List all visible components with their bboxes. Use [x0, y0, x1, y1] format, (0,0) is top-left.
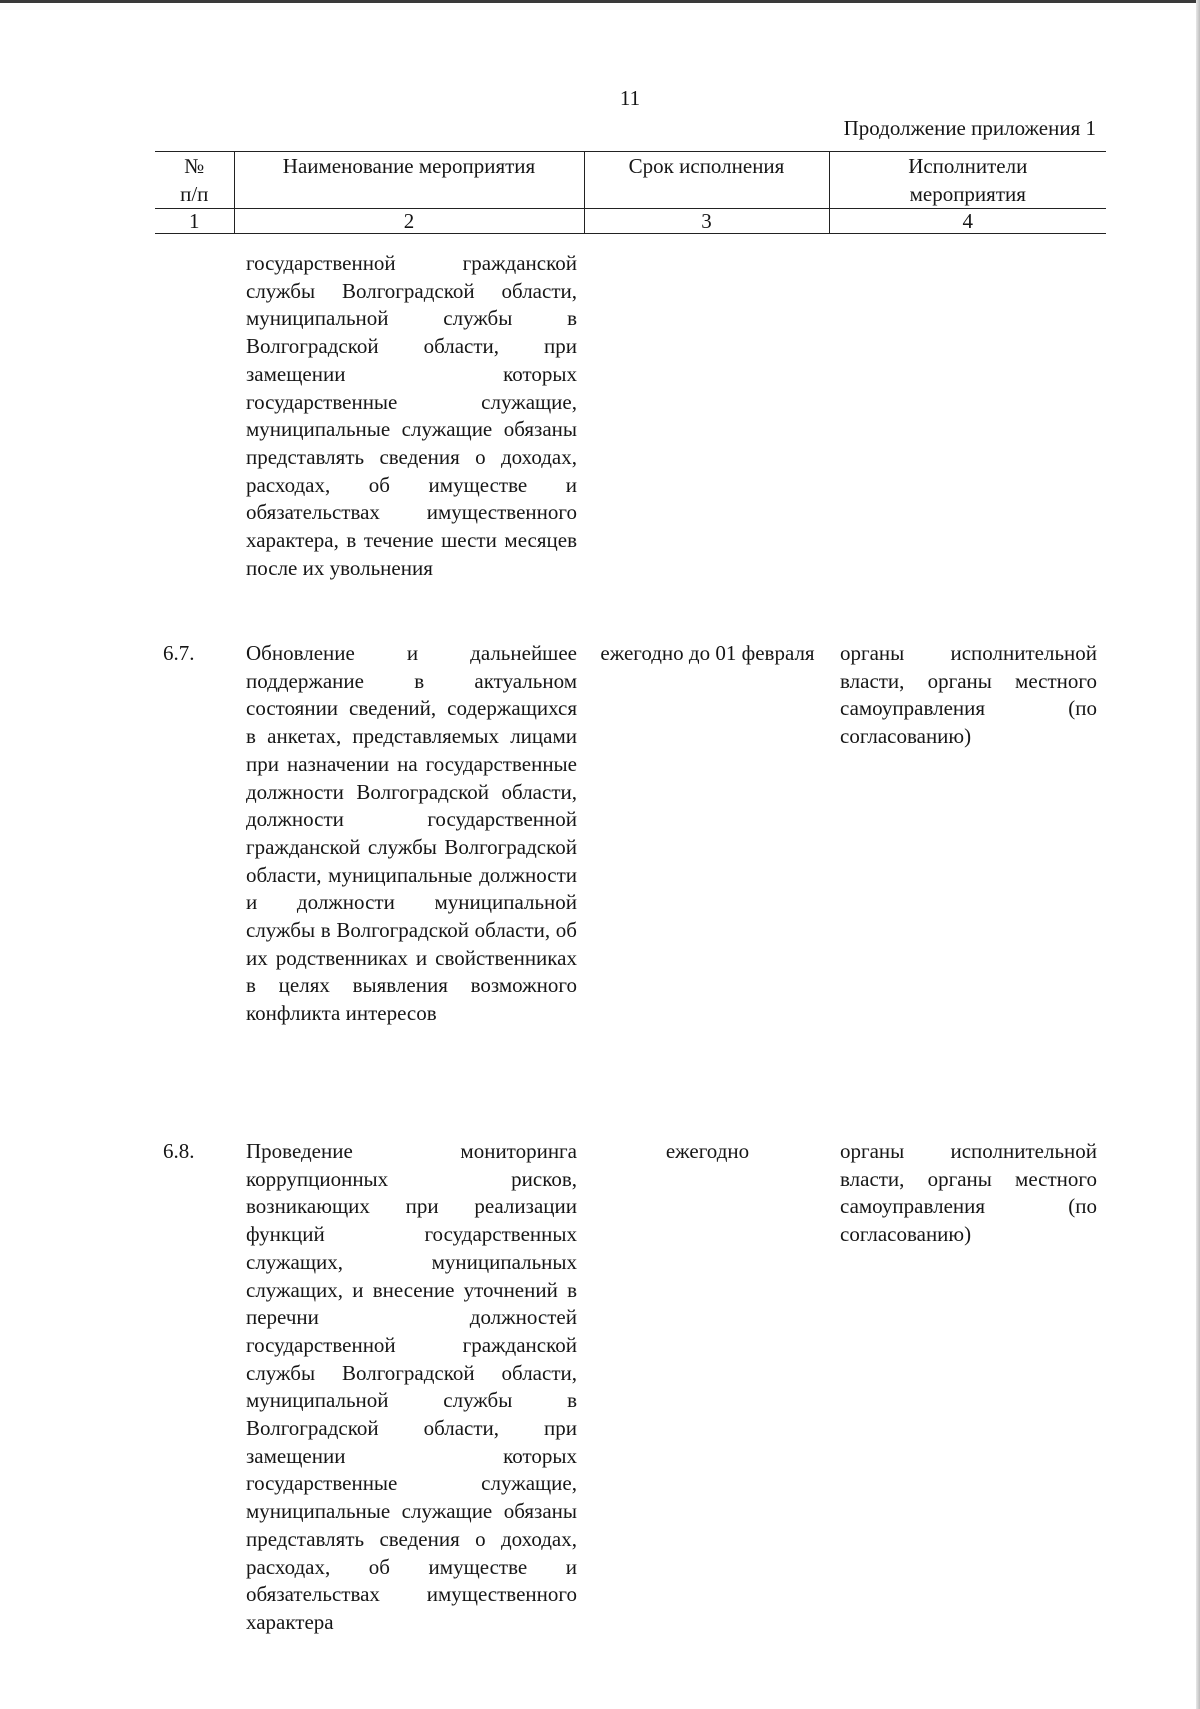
- row-number: 6.7.: [163, 641, 195, 665]
- column-numbers-row: [155, 209, 1106, 234]
- continuation-label: Продолжение приложения 1: [843, 116, 1096, 140]
- column-number-1: 1: [155, 209, 234, 234]
- header-col-executors-line2: мероприятия: [909, 182, 1026, 206]
- row-deadline: ежегодно до 01 февраля: [600, 641, 815, 665]
- row-deadline: ежегодно: [665, 1139, 750, 1163]
- row-activity-text: Проведение мониторинга коррупционных рисков, возникающих при реализации функций государственных служащих, муниципальных служащих, и внесение уточнений в перечни должностей государственной гражданской службы Волгоградской области, муниципальной службы в Волгоградской области, при замещении которых государственные служащие, муниципальные служащие обязаны представлять сведения о доходах, расходах, об имуществе и обязательствах имущественного характера: [246, 1139, 577, 1634]
- table-header: [155, 151, 1106, 234]
- header-row: [155, 152, 1106, 209]
- scan-edge-right: [1196, 0, 1200, 1709]
- column-number-2: 2: [234, 209, 584, 234]
- row-number: 6.8.: [163, 1139, 195, 1163]
- header-col-deadline: Срок исполнения: [584, 152, 829, 209]
- row-continuation-text: государственной гражданской службы Волгоградской области, муниципальной службы в Волгоградской области, при замещении которых государственные служащие, муниципальные служащие обязаны представлять сведения о доходах, расходах, об имуществе и обязательствах имущественного характера, в течение шести месяцев после их увольнения: [246, 251, 577, 580]
- header-col-executors-line1: Исполнители: [908, 154, 1028, 178]
- row-activity-text: Обновление и дальнейшее поддержание в актуальном состоянии сведений, содержащихся в анкетах, представляемых лицами при назначении на государственные должности Волгоградской области, должности государственной гражданской службы Волгоградской области, муниципальные должности и должности муниципальной службы в Волгоградской области, об их родственниках и свойственниках в целях выявления возможного конфликта интересов: [246, 641, 577, 1026]
- scan-edge-top: [0, 0, 1200, 3]
- row-executors: органы исполнительной власти, органы местного самоуправления (по согласованию): [840, 1139, 1097, 1247]
- column-number-4: 4: [829, 209, 1106, 234]
- header-col-executors: [829, 152, 1106, 209]
- row-executors: органы исполнительной власти, органы местного самоуправления (по согласованию): [840, 641, 1097, 749]
- header-col-number-line2: п/п: [180, 182, 209, 206]
- header-col-name: Наименование мероприятия: [234, 152, 584, 209]
- page-number: 11: [619, 86, 641, 110]
- header-col-number: [155, 152, 234, 209]
- column-number-3: 3: [584, 209, 829, 234]
- header-col-number-line1: №: [184, 154, 205, 178]
